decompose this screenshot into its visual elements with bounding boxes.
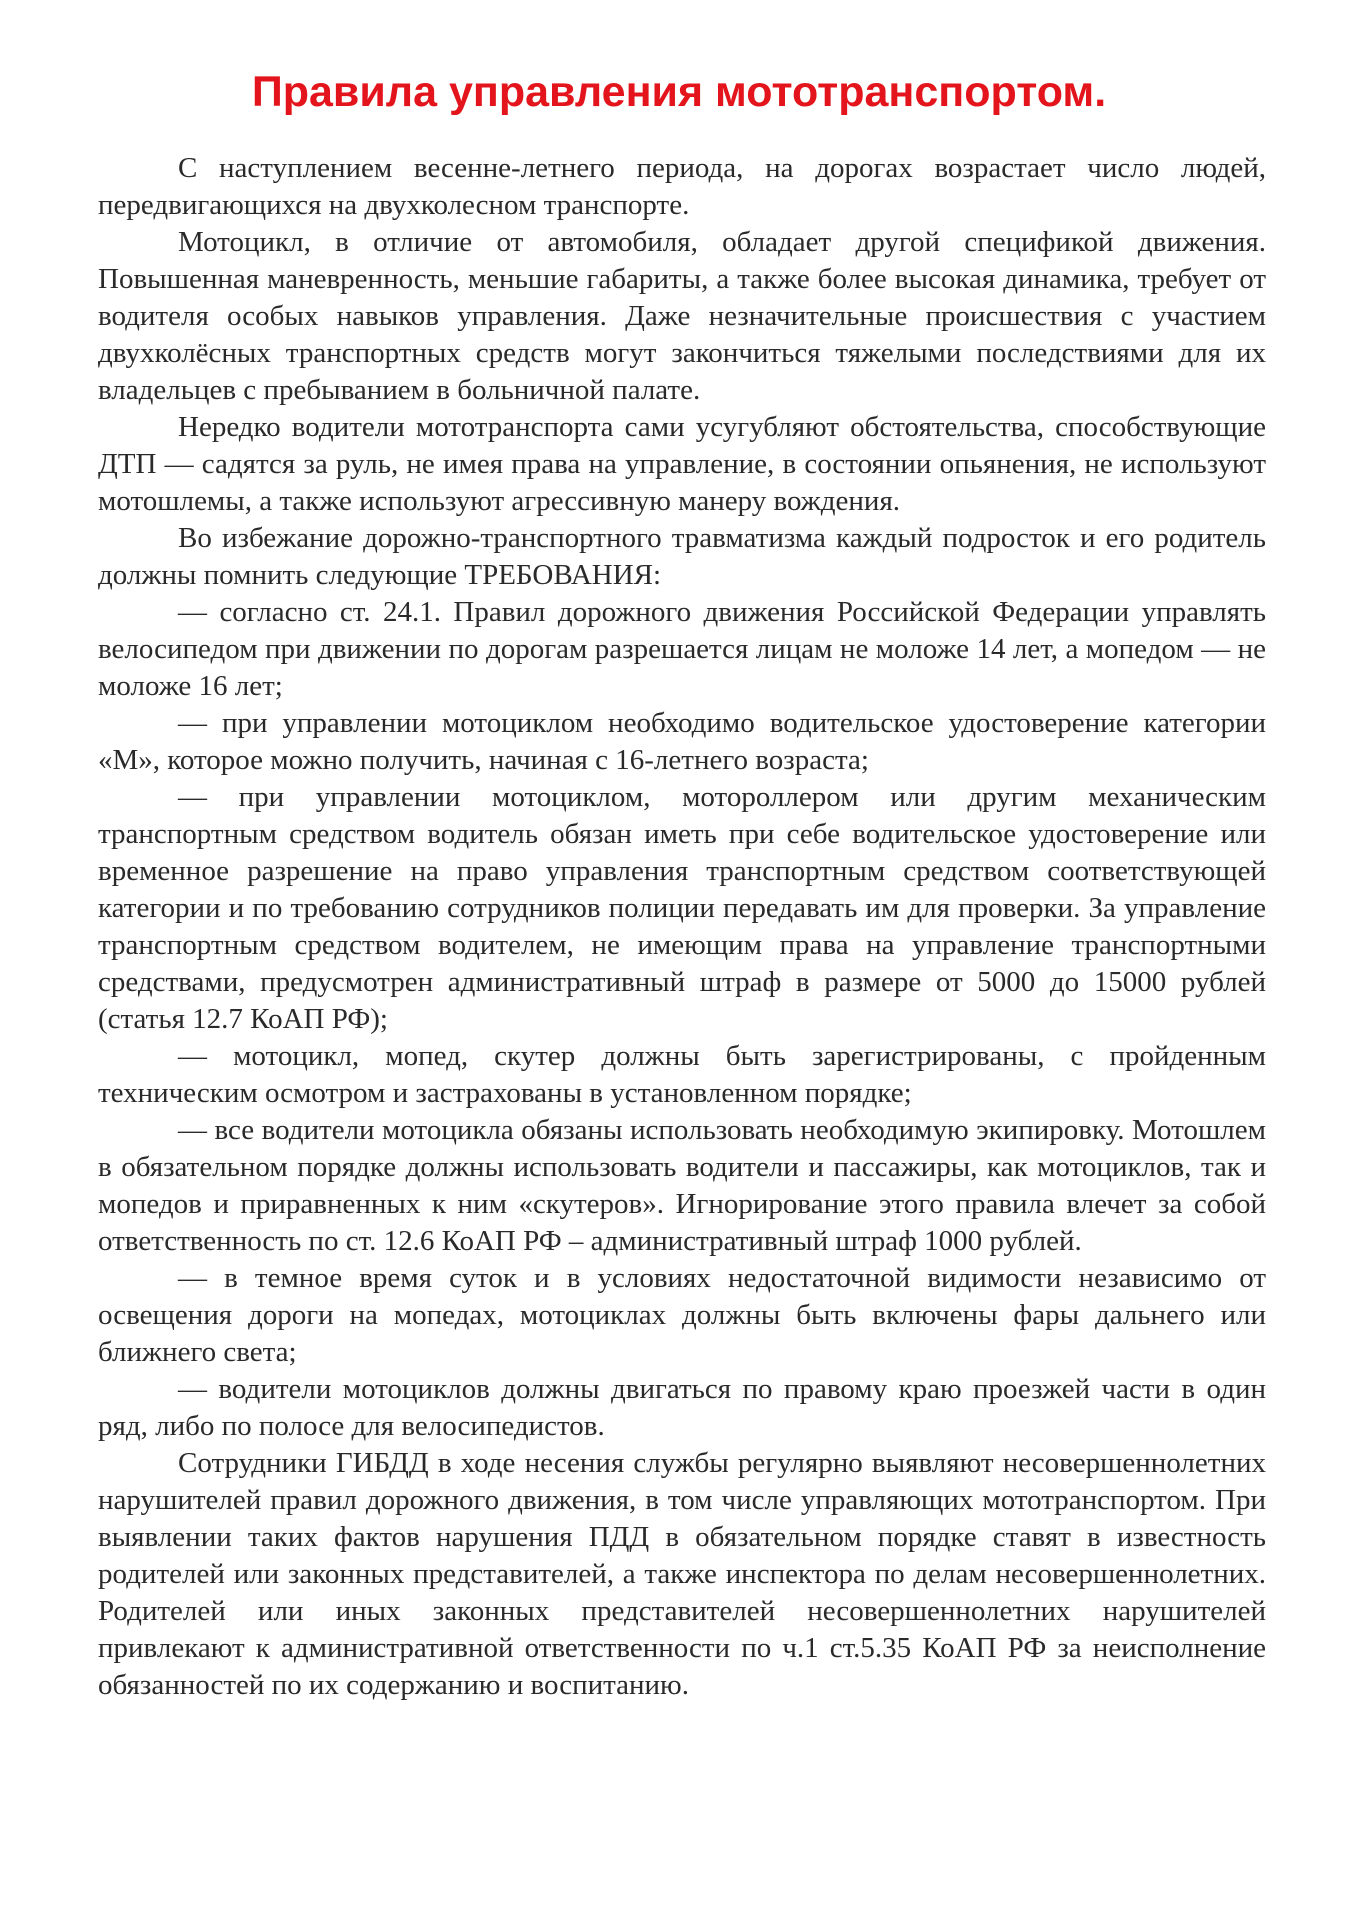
requirement-equipment-helmet: — все водители мотоцикла обязаны использовать необходимую экипировку. Мотошлем в обязательном порядке должны использовать водители и пассажиры, как мотоциклов, так и мопедов и приравненных к ним «скутеров». Игнорирование этого правила влечет за собой ответственность по ст. 12.6 КоАП РФ – административный штраф 1000 рублей. [98,1114,1266,1257]
requirement-license-documents: — при управлении мотоциклом, мотороллером или другим механическим транспортным средством водитель обязан иметь при себе водительское удостоверение или временное разрешение на право управления транспортным средством соответствующей категории и по требованию сотрудников полиции передавать им для проверки. За управление транспортным средством водителем, не имеющим права на управление транспортными средствами, предусмотрен административный штраф в размере от 5000 до 15000 рублей (статья 12.7 КоАП РФ); [98,781,1266,1035]
paragraph-requirements-intro: Во избежание дорожно-транспортного травматизма каждый подросток и его родитель должны помнить следующие ТРЕБОВАНИЯ: [98,522,1266,591]
document-body [98,150,1266,1704]
paragraph-motorcycle-specifics: Мотоцикл, в отличие от автомобиля, обладает другой спецификой движения. Повышенная маневренность, меньшие габариты, а также более высокая динамика, требует от водителя особых навыков управления. Даже незначительные происшествия с участием двухколёсных транспортных средств могут закончиться тяжелыми последствиями для их владельцев с пребыванием в больничной палате. [98,226,1266,406]
page-title: Правила управления мототранспортом. [251,68,1107,116]
paragraph-intro: С наступлением весенне-летнего периода, на дорогах возрастает число людей, передвигающихся на двухколесном транспорте. [98,152,1266,221]
requirement-age-limits: — согласно ст. 24.1. Правил дорожного движения Российской Федерации управлять велосипедом при движении по дорогам разрешается лицам не моложе 14 лет, а мопедом — не моложе 16 лет; [98,596,1266,702]
requirement-lane-position: — водители мотоциклов должны двигаться по правому краю проезжей части в один ряд, либо по полосе для велосипедистов. [98,1373,1266,1442]
requirement-registration: — мотоцикл, мопед, скутер должны быть зарегистрированы, с пройденным техническим осмотром и застрахованы в установленном порядке; [98,1040,1266,1109]
requirement-license-category-m: — при управлении мотоциклом необходимо водительское удостоверение категории «М», которое можно получить, начиная с 16-летнего возраста; [98,707,1266,776]
paragraph-police-enforcement: Сотрудники ГИБДД в ходе несения службы регулярно выявляют несовершеннолетних нарушителей правил дорожного движения, в том числе управляющих мототранспортом. При выявлении таких фактов нарушения ПДД в обязательном порядке ставят в известность родителей или законных представителей, а также инспектора по делам несовершеннолетних. Родителей или иных законных представителей несовершеннолетних нарушителей привлекают к административной ответственности по ч.1 ст.5.35 КоАП РФ за неисполнение обязанностей по их содержанию и воспитанию. [98,1447,1266,1701]
requirement-headlights: — в темное время суток и в условиях недостаточной видимости независимо от освещения дороги на мопедах, мотоциклах должны быть включены фары дальнего или ближнего света; [98,1262,1266,1368]
paragraph-driver-violations: Нередко водители мототранспорта сами усугубляют обстоятельства, способствующие ДТП — садятся за руль, не имея права на управление, в состоянии опьянения, не используют мотошлемы, а также используют агрессивную манеру вождения. [98,411,1266,517]
